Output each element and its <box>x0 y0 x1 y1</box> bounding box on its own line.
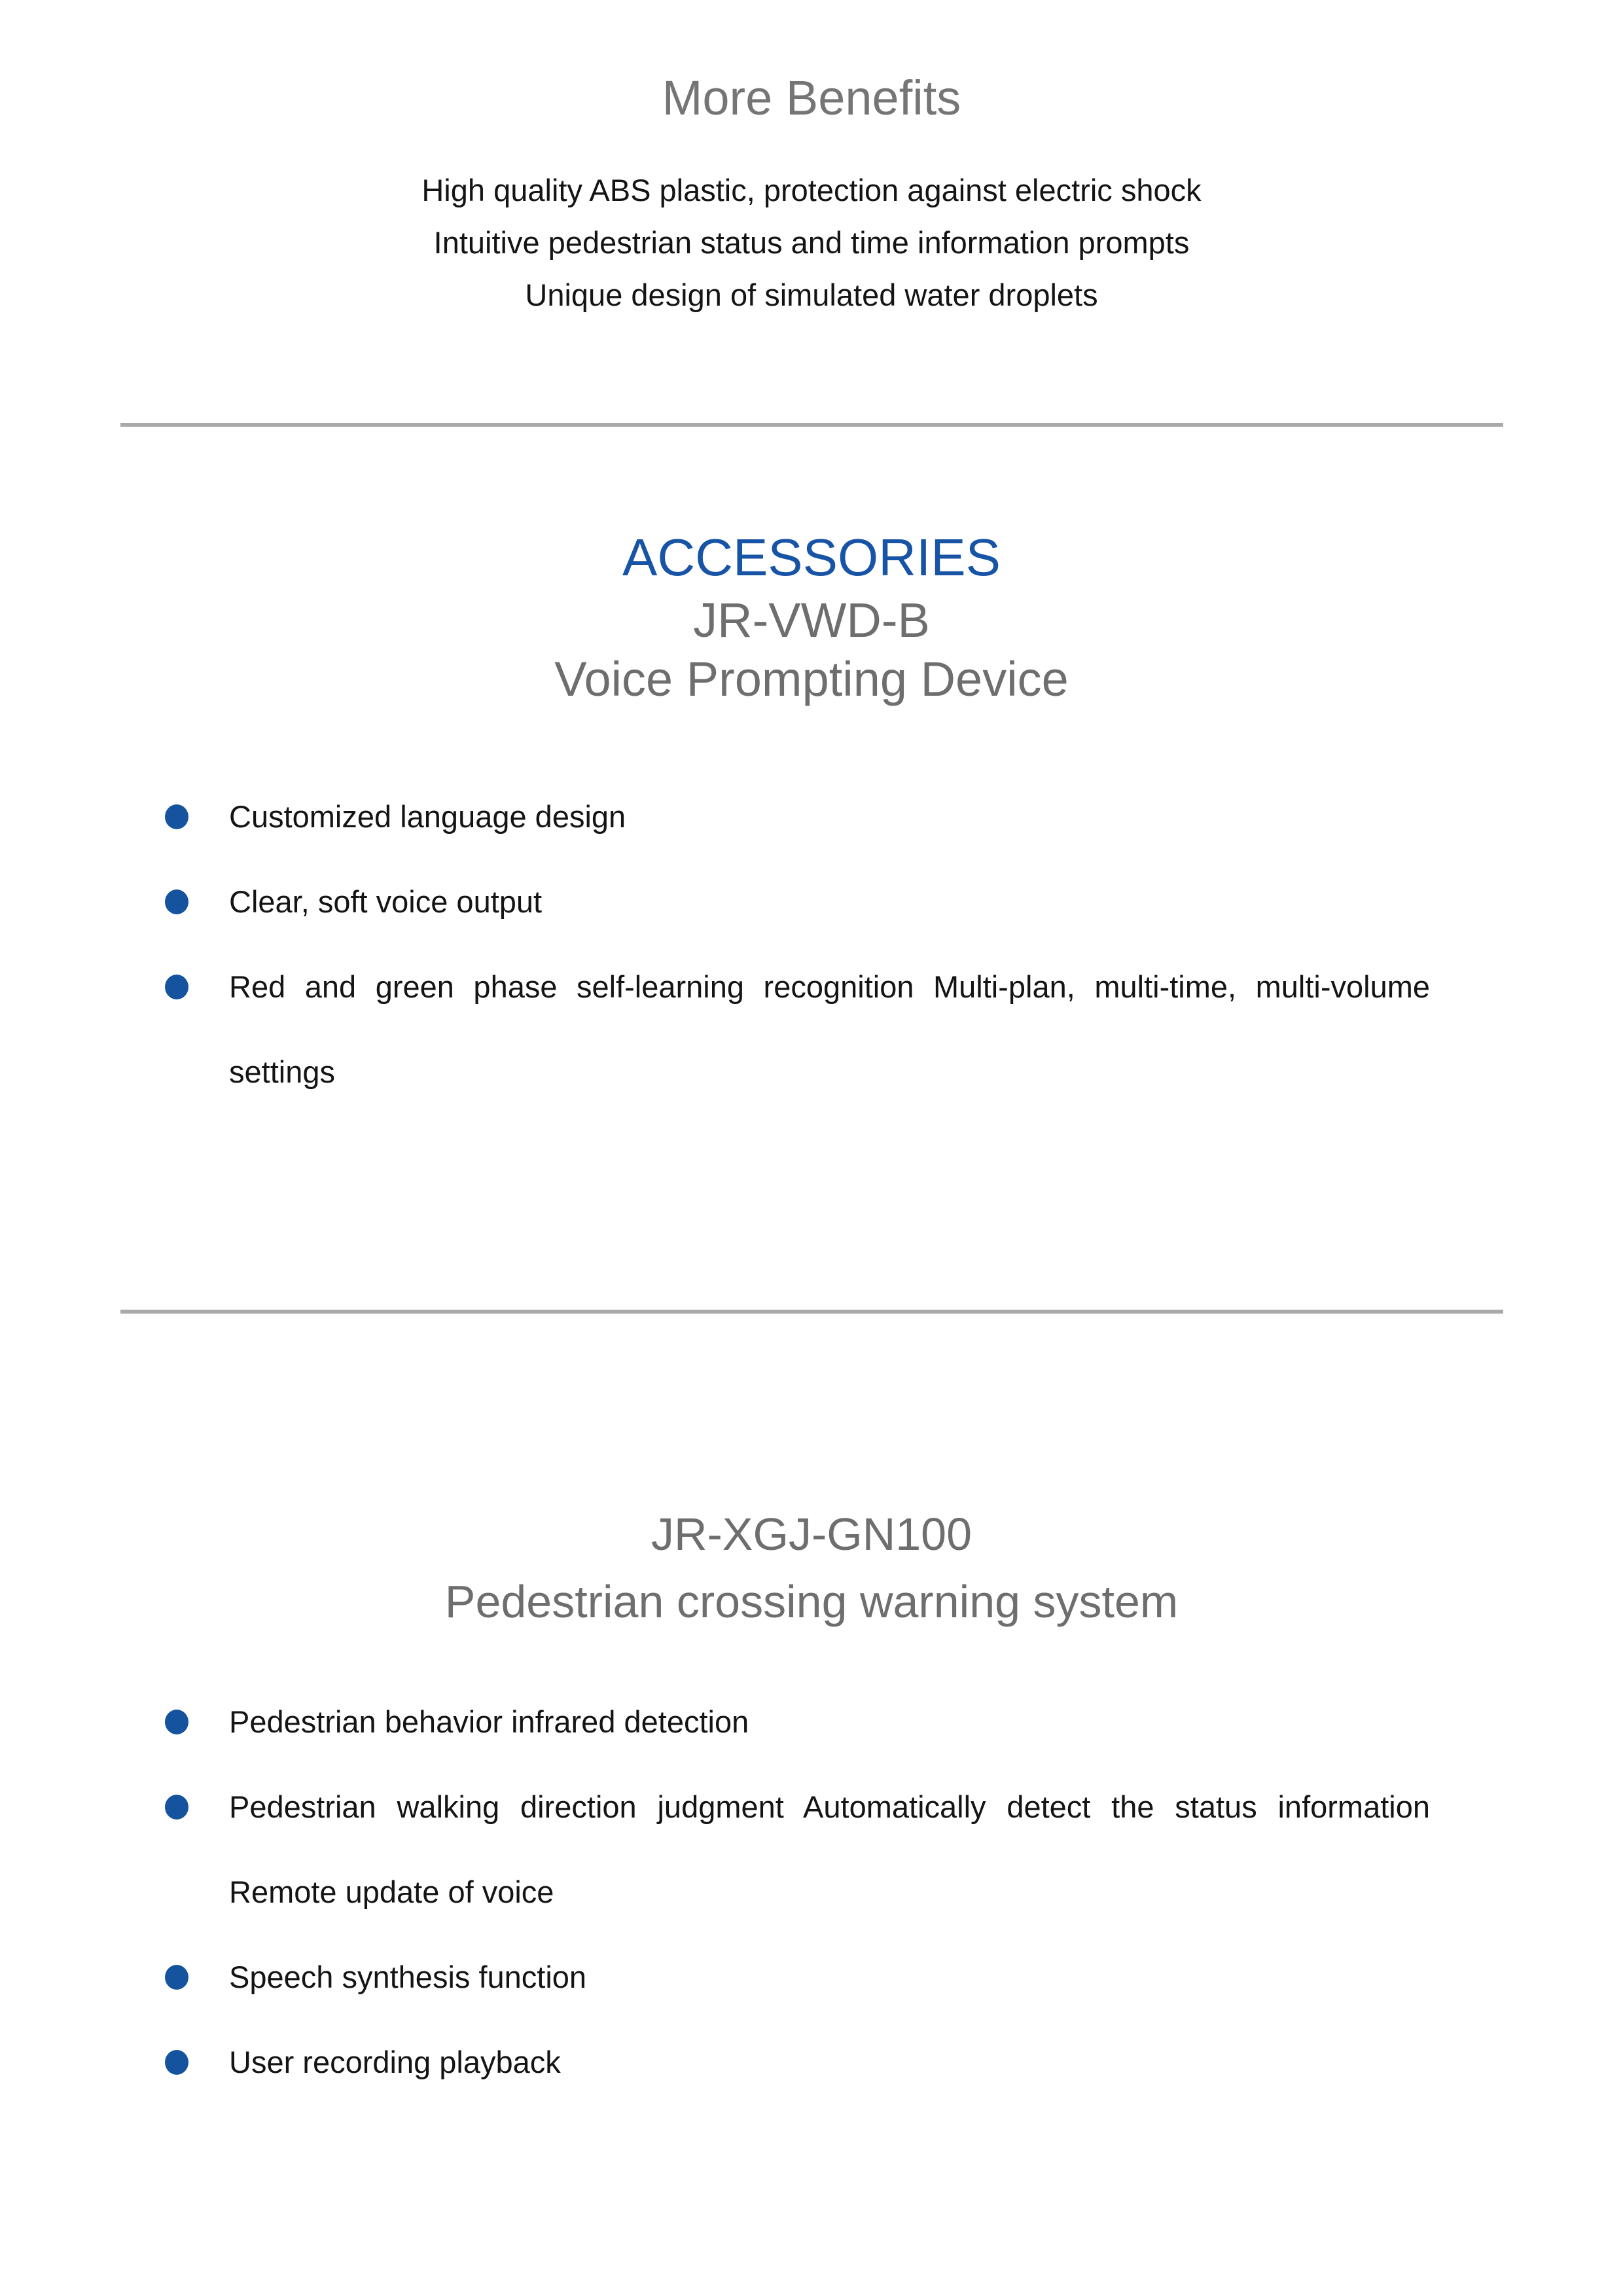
accessories-title: ACCESSORIES <box>622 528 1001 586</box>
feature-item <box>165 2020 1430 2105</box>
accessories-feature-list <box>165 774 1430 1115</box>
feature-item <box>165 774 1430 859</box>
warning-system-device-name: Pedestrian crossing warning system <box>444 1576 1179 1627</box>
feature-text: Red and green phase self-learning recognition Multi-plan, multi-time, multi-volume settings <box>229 969 1430 1089</box>
bullet-icon <box>165 1965 188 1990</box>
feature-text: Speech synthesis function <box>229 1960 587 1994</box>
section-divider <box>120 423 1503 427</box>
feature-text: Clear, soft voice output <box>229 884 543 919</box>
feature-text: Pedestrian behavior infrared detection <box>229 1704 749 1739</box>
section-divider <box>120 1310 1503 1314</box>
warning-system-model-number: JR-XGJ-GN100 <box>651 1509 972 1560</box>
feature-item <box>165 859 1430 944</box>
accessories-model-number: JR-VWD-B <box>693 593 930 647</box>
feature-text: User recording playback <box>229 2045 561 2079</box>
feature-item <box>165 1679 1430 1765</box>
feature-text: Customized language design <box>229 799 626 834</box>
bullet-icon <box>165 2050 188 2075</box>
feature-item <box>165 1765 1430 1935</box>
feature-text: Pedestrian walking direction judgment Automatically detect the status information Remote update of voice <box>229 1789 1430 1909</box>
bullet-icon <box>165 975 188 999</box>
bullet-icon <box>165 889 188 914</box>
bullet-icon <box>165 1710 188 1734</box>
feature-item <box>165 1935 1430 2020</box>
more-benefits-title: More Benefits <box>662 71 961 125</box>
accessories-device-name: Voice Prompting Device <box>554 652 1069 706</box>
benefit-line: Unique design of simulated water droplets <box>525 278 1098 312</box>
benefit-line: Intuitive pedestrian status and time information prompts <box>433 225 1190 260</box>
bullet-icon <box>165 1795 188 1820</box>
more-benefits-paragraph <box>0 164 1623 321</box>
bullet-icon <box>165 804 188 829</box>
feature-item <box>165 944 1430 1115</box>
warning-system-feature-list <box>165 1679 1430 2105</box>
benefit-line: High quality ABS plastic, protection against electric shock <box>421 173 1202 207</box>
